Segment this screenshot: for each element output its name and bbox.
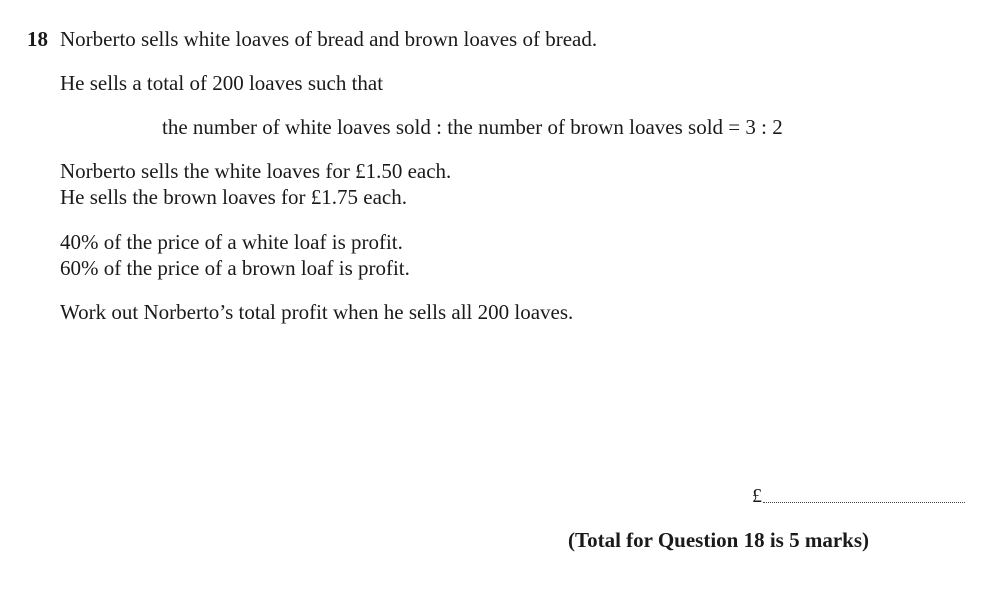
total-marks: (Total for Question 18 is 5 marks): [568, 528, 870, 552]
white-price-line: Norberto sells the white loaves for £1.50 each.: [60, 159, 452, 183]
white-profit-line: 40% of the price of a white loaf is profit.: [60, 230, 403, 254]
ratio-line: the number of white loaves sold : the number of brown loaves sold = 3 : 2: [162, 115, 783, 139]
answer-area: [752, 483, 965, 509]
task-line: Work out Norberto’s total profit when he sells all 200 loaves.: [60, 300, 574, 324]
answer-dotted-line[interactable]: [763, 501, 965, 503]
question-number: 18: [27, 27, 48, 51]
question-intro: Norberto sells white loaves of bread and brown loaves of bread.: [60, 27, 598, 51]
currency-symbol: £: [752, 485, 762, 507]
brown-profit-line: 60% of the price of a brown loaf is profit.: [60, 256, 410, 280]
total-loaves-line: He sells a total of 200 loaves such that: [60, 71, 384, 95]
brown-price-line: He sells the brown loaves for £1.75 each.: [60, 185, 407, 209]
